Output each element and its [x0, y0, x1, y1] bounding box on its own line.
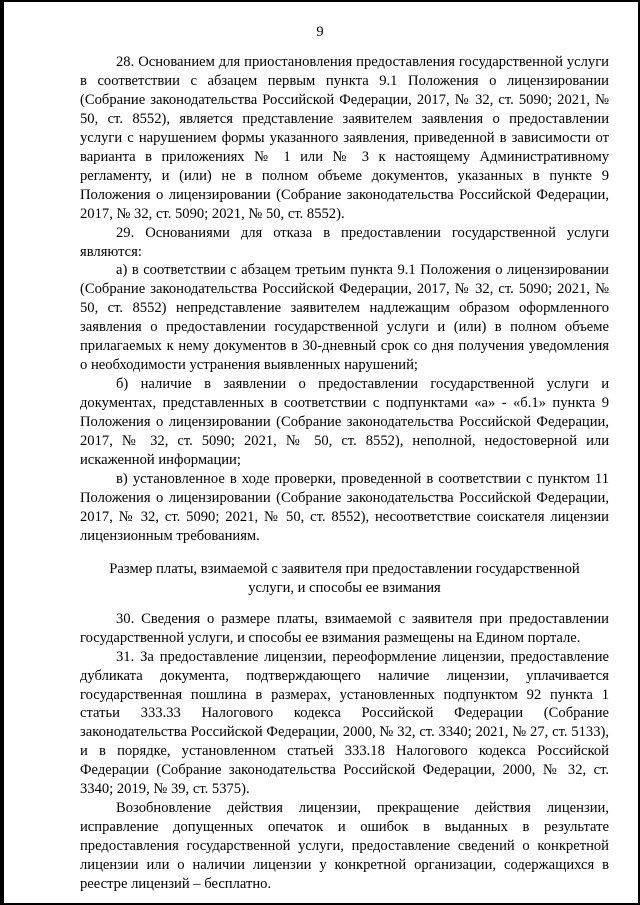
- page-number: 9: [316, 24, 324, 40]
- paragraph-31-free: Возобновление действия лицензии, прекращение действия лицензии, исправление допущенных опечаток и ошибок в выданных в результате предоставления государственной услуги, предоставление сведений о конкретной лицензии или о наличии лицензии у конкретной организации, содержащихся в реестре лицензий – бесплатно.: [80, 800, 609, 893]
- section-heading: Размер платы, взимаемой с заявителя при предоставлении государственной услуги, и способы ее взимания: [109, 560, 580, 596]
- paragraph-29: 29. Основаниями для отказа в предоставлении государственной услуги являются:: [80, 224, 609, 260]
- scan-border-top: [0, 0, 640, 2]
- paragraph-29-v: в) установленное в ходе проверки, проведенной в соответствии с пунктом 11 Положения о лицензировании (Собрание законодательства Российской Федерации, 2017, № 32, ст. 5090; 2021, № 50, ст. 8552), несоответствие соискателя лицензии лицензионным требованиям.: [80, 470, 609, 544]
- paragraph-29-a: а) в соответствии с абзацем третьим пункта 9.1 Положения о лицензировании (Собрание законодательства Российской Федерации, 2017, № 32, ст. 5090; 2021, № 50, ст. 8552) непредставление заявителем надлежащим образом оформленного заявления о предоставлении государственной услуги и (или) в полном объеме прилагаемых к нему документов в 30-дневный срок со дня получения уведомления о необходимости устранения выявленных нарушений;: [80, 262, 609, 374]
- paragraph-29-b: б) наличие в заявлении о предоставлении государственной услуги и документах, представленных в соответствии с подпунктами «а» - «б.1» пункта 9 Положения о лицензировании (Собрание законодательства Российской Федерации, 2017, № 32, ст. 5090; 2021, № 50, ст. 8552), неполной, недостоверной или искаженной информации;: [80, 376, 609, 469]
- paragraph-28: 28. Основанием для приостановления предоставления государственной услуги в соответствии с абзацем первым пункта 9.1 Положения о лицензировании (Собрание законодательства Российской Федерации, 2017, № 32, ст. 5090; 2021, № 50, ст. 8552), является представление заявителем заявления о предоставлении услуги с нарушением формы указанного заявления, приведенной в зависимости от варианта в приложениях № 1 или № 3 к настоящему Административному регламенту, и (или) не в полном объеме документов, указанных в пункте 9 Положения о лицензировании (Собрание законодательства Российской Федерации, 2017, № 32, ст. 5090; 2021, № 50, ст. 8552).: [80, 54, 609, 222]
- paragraph-30: 30. Сведения о размере платы, взимаемой с заявителя при предоставлении государственной услуги, и способы ее взимания размещены на Едином портале.: [80, 610, 609, 646]
- document-body: [80, 53, 609, 894]
- paragraph-31: 31. За предоставление лицензии, переоформление лицензии, предоставление дубликата документа, подтверждающего наличие лицензии, уплачивается государственная пошлина в размерах, установленных подпунктом 92 пункта 1 статьи 333.33 Налогового кодекса Российской Федерации (Собрание законодательства Российской Федерации, 2000, № 32, ст. 3340; 2021, № 27, ст. 5133), и в порядке, установленном статьей 333.18 Налогового кодекса Российской Федерации (Собрание законодательства Российской Федерации, 2000, № 32, ст. 3340; 2019, № 39, ст. 5375).: [80, 648, 609, 798]
- scan-border-left: [0, 0, 4, 905]
